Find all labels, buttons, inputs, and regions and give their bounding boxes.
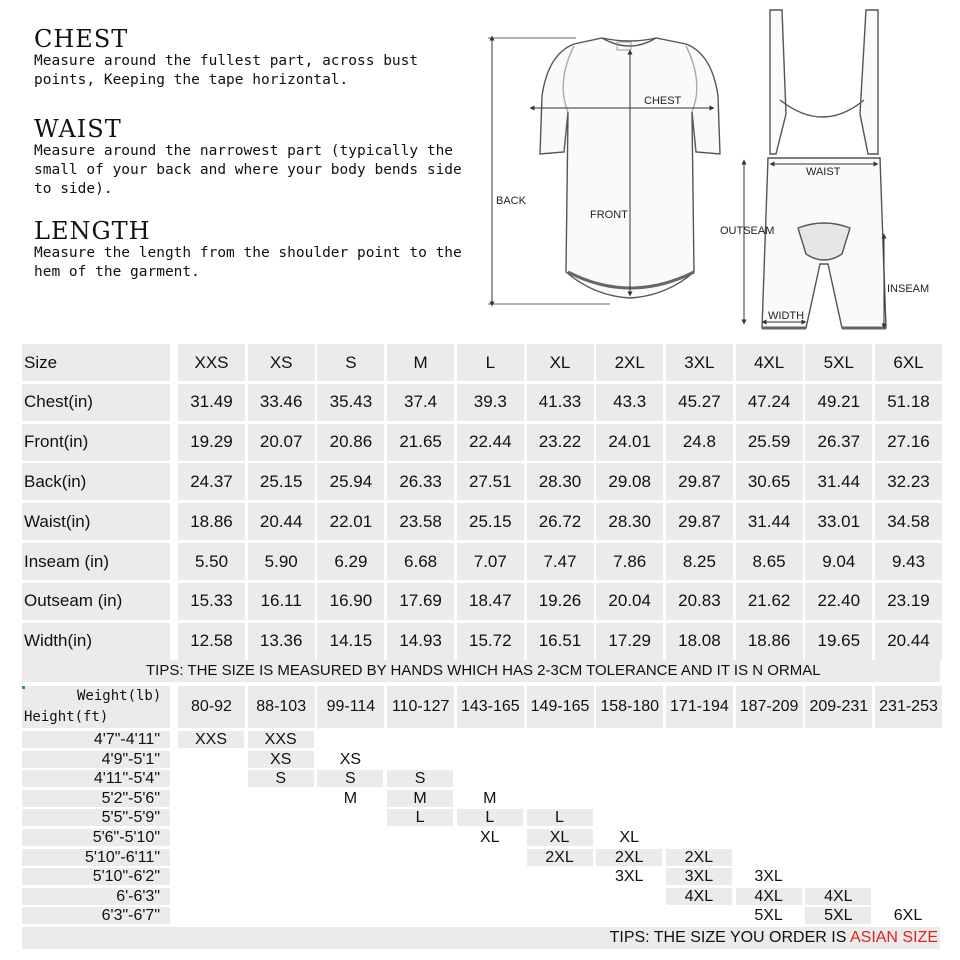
weight-range-cell: 80-92 xyxy=(178,686,245,728)
measurement-value: 19.26 xyxy=(527,583,594,620)
size-header-cell: 5XL xyxy=(805,344,872,381)
measurement-value: 16.51 xyxy=(527,623,594,660)
recommended-size-cell: 5XL xyxy=(754,907,783,925)
measurement-value: 17.29 xyxy=(596,623,663,660)
measurement-label: Back(in) xyxy=(22,463,170,500)
recommended-size-cell: 4XL xyxy=(736,888,802,905)
size-header-cell: XL xyxy=(527,344,594,381)
measurement-value: 24.37 xyxy=(178,463,245,500)
size-header-cell: 6XL xyxy=(875,344,942,381)
measurement-value: 33.01 xyxy=(805,503,872,540)
measurement-value: 43.3 xyxy=(596,384,663,421)
measurement-value: 27.16 xyxy=(875,424,942,461)
height-range-label: 5'10"-6'11" xyxy=(22,849,170,866)
recommended-size-cell: 6XL xyxy=(893,907,923,925)
measurement-label: Outseam (in) xyxy=(22,583,170,620)
recommended-size-cell: 2XL xyxy=(527,849,593,866)
measurement-value: 18.47 xyxy=(457,583,524,620)
length-heading: LENGTH xyxy=(34,217,151,245)
measurement-label: Waist(in) xyxy=(22,503,170,540)
measurement-value: 12.58 xyxy=(178,623,245,660)
measurement-value: 37.4 xyxy=(387,384,454,421)
measurement-value: 18.08 xyxy=(666,623,733,660)
measurement-value: 25.15 xyxy=(457,503,524,540)
measurement-value: 29.87 xyxy=(666,463,733,500)
measurement-value: 32.23 xyxy=(875,463,942,500)
diagram-inseam-label: INSEAM xyxy=(887,283,930,295)
recommended-size-cell: S xyxy=(387,770,453,787)
chest-instruction xyxy=(34,26,474,90)
waist-instruction xyxy=(34,116,474,199)
measurement-value: 25.59 xyxy=(736,424,803,461)
weight-range-cell: 110-127 xyxy=(387,686,454,728)
size-header-cell: S xyxy=(317,344,384,381)
weight-range-cell: 99-114 xyxy=(317,686,384,728)
measurement-value: 47.24 xyxy=(736,384,803,421)
garment-measurement-diagram xyxy=(480,4,960,334)
waist-text: Measure around the narrowest part (typically the small of your back and where your body bends side to side). xyxy=(34,143,462,197)
weight-range-cell: 149-165 xyxy=(527,686,594,728)
measurement-value: 5.90 xyxy=(248,543,315,580)
weight-label: Weight(lb) xyxy=(77,688,162,704)
measurement-value: 6.29 xyxy=(317,543,384,580)
weight-range-cell: 209-231 xyxy=(805,686,872,728)
measurement-value: 28.30 xyxy=(527,463,594,500)
diagram-waist-label: WAIST xyxy=(806,166,841,178)
weight-range-cell: 171-194 xyxy=(666,686,733,728)
measurement-value: 7.47 xyxy=(527,543,594,580)
measurement-label: Width(in) xyxy=(22,623,170,660)
measurement-value: 7.86 xyxy=(596,543,663,580)
measurement-value: 51.18 xyxy=(875,384,942,421)
measurement-value: 20.44 xyxy=(875,623,942,660)
recommended-size-cell: XXS xyxy=(248,731,314,748)
recommended-size-cell: L xyxy=(387,809,453,826)
measurement-value: 20.86 xyxy=(317,424,384,461)
measurement-value: 26.33 xyxy=(387,463,454,500)
measurement-value: 41.33 xyxy=(527,384,594,421)
measurement-value: 24.8 xyxy=(666,424,733,461)
size-header-cell: L xyxy=(457,344,524,381)
measurement-value: 35.43 xyxy=(317,384,384,421)
recommended-size-cell: 2XL xyxy=(666,849,732,866)
measurement-value: 8.25 xyxy=(666,543,733,580)
measurement-value: 33.46 xyxy=(248,384,315,421)
measurement-value: 14.15 xyxy=(317,623,384,660)
measurement-value: 20.04 xyxy=(596,583,663,620)
measurement-value: 31.44 xyxy=(805,463,872,500)
recommended-size-cell: XL xyxy=(619,829,639,846)
measurement-value: 20.07 xyxy=(248,424,315,461)
measurement-value: 17.69 xyxy=(387,583,454,620)
measurement-value: 15.33 xyxy=(178,583,245,620)
chest-text: Measure around the fullest part, across bust points, Keeping the tape horizontal. xyxy=(34,53,419,88)
height-range-label: 5'2"-5'6" xyxy=(22,790,170,807)
diagram-chest-label: CHEST xyxy=(644,95,682,107)
recommended-size-cell: XXS xyxy=(178,731,244,748)
measurement-value: 21.62 xyxy=(736,583,803,620)
measurement-value: 16.90 xyxy=(317,583,384,620)
measurement-value: 18.86 xyxy=(178,503,245,540)
corner-mark xyxy=(22,686,25,689)
size-header-cell: XXS xyxy=(178,344,245,381)
measurement-value: 16.11 xyxy=(248,583,315,620)
recommended-size-cell: 3XL xyxy=(754,868,783,886)
measurement-value: 19.29 xyxy=(178,424,245,461)
measurement-label: Inseam (in) xyxy=(22,543,170,580)
recommended-size-cell: M xyxy=(387,790,453,807)
diagram-width-label: WIDTH xyxy=(768,310,805,322)
measurement-value: 23.19 xyxy=(875,583,942,620)
asian-size-tip-prefix: TIPS: THE SIZE YOU ORDER IS xyxy=(609,929,850,946)
measurement-value: 34.58 xyxy=(875,503,942,540)
diagram-back-label: BACK xyxy=(496,195,526,207)
recommended-size-cell: M xyxy=(343,789,358,807)
measurement-value: 7.07 xyxy=(457,543,524,580)
asian-size-highlight: ASIAN SIZE xyxy=(849,929,938,946)
height-range-label: 6'3"-6'7" xyxy=(22,907,170,924)
measurement-value: 29.08 xyxy=(596,463,663,500)
weight-range-cell: 88-103 xyxy=(248,686,315,728)
size-header-cell: M xyxy=(387,344,454,381)
measurement-value: 30.65 xyxy=(736,463,803,500)
size-header-cell: 3XL xyxy=(666,344,733,381)
measurement-value: 29.87 xyxy=(666,503,733,540)
measurement-value: 26.72 xyxy=(527,503,594,540)
recommended-size-cell: S xyxy=(317,770,383,787)
measurement-value: 39.3 xyxy=(457,384,524,421)
waist-heading: WAIST xyxy=(34,115,122,143)
recommended-size-cell: 2XL xyxy=(596,849,662,866)
recommended-size-cell: 3XL xyxy=(666,868,732,885)
recommended-size-cell: 4XL xyxy=(666,888,732,905)
size-header-cell: 4XL xyxy=(736,344,803,381)
recommended-size-cell: L xyxy=(527,809,593,826)
height-range-label: 6'-6'3" xyxy=(22,888,170,905)
measurement-value: 14.93 xyxy=(387,623,454,660)
height-range-label: 5'6"-5'10" xyxy=(22,829,170,846)
height-range-label: 4'11"-5'4" xyxy=(22,770,170,787)
measurement-value: 9.43 xyxy=(875,543,942,580)
recommended-size-cell: 3XL xyxy=(614,868,644,886)
measurement-value: 23.22 xyxy=(527,424,594,461)
recommended-size-cell: XS xyxy=(248,751,314,768)
recommended-size-cell: 5XL xyxy=(805,907,871,924)
measurement-value: 9.04 xyxy=(805,543,872,580)
recommended-size-cell: L xyxy=(457,809,523,826)
measurement-value: 5.50 xyxy=(178,543,245,580)
measurement-value: 22.01 xyxy=(317,503,384,540)
diagram-outseam-label: OUTSEAM xyxy=(720,225,775,237)
measurement-value: 28.30 xyxy=(596,503,663,540)
diagram-front-label: FRONT xyxy=(590,209,628,221)
recommended-size-cell: XL xyxy=(480,829,500,846)
recommended-size-cell: XL xyxy=(527,829,593,846)
length-instruction xyxy=(34,218,474,282)
size-header-cell: 2XL xyxy=(596,344,663,381)
measurement-value: 26.37 xyxy=(805,424,872,461)
measurement-value: 21.65 xyxy=(387,424,454,461)
weight-range-cell: 231-253 xyxy=(875,686,942,728)
recommended-size-cell: 4XL xyxy=(805,888,871,905)
measurement-value: 20.44 xyxy=(248,503,315,540)
measurement-value: 13.36 xyxy=(248,623,315,660)
measurement-value: 27.51 xyxy=(457,463,524,500)
tolerance-tip: TIPS: THE SIZE IS MEASURED BY HANDS WHICH HAS 2-3CM TOLERANCE AND IT IS N ORMAL xyxy=(22,660,940,682)
length-text: Measure the length from the shoulder point to the hem of the garment. xyxy=(34,245,462,280)
height-range-label: 5'5"-5'9" xyxy=(22,809,170,826)
chest-heading: CHEST xyxy=(34,25,129,53)
measurement-value: 45.27 xyxy=(666,384,733,421)
measurement-value: 23.58 xyxy=(387,503,454,540)
measurement-value: 19.65 xyxy=(805,623,872,660)
weight-height-header xyxy=(22,686,170,728)
measurement-value: 20.83 xyxy=(666,583,733,620)
size-header-cell: XS xyxy=(248,344,315,381)
size-header-label: Size xyxy=(22,344,170,381)
measurement-value: 15.72 xyxy=(457,623,524,660)
recommended-size-cell: XS xyxy=(339,750,362,768)
measurement-label: Front(in) xyxy=(22,424,170,461)
weight-range-cell: 143-165 xyxy=(457,686,524,728)
weight-range-cell: 158-180 xyxy=(596,686,663,728)
measurement-value: 25.94 xyxy=(317,463,384,500)
recommended-size-cell: S xyxy=(248,770,314,787)
height-range-label: 4'9"-5'1" xyxy=(22,751,170,768)
height-range-label: 5'10"-6'2" xyxy=(22,868,170,885)
recommended-size-cell: M xyxy=(483,789,497,807)
weight-range-cell: 187-209 xyxy=(736,686,803,728)
measurement-value: 22.44 xyxy=(457,424,524,461)
measurement-value: 49.21 xyxy=(805,384,872,421)
measurement-value: 31.44 xyxy=(736,503,803,540)
measurement-value: 8.65 xyxy=(736,543,803,580)
measurement-label: Chest(in) xyxy=(22,384,170,421)
measurement-value: 25.15 xyxy=(248,463,315,500)
measurement-value: 22.40 xyxy=(805,583,872,620)
measurement-value: 18.86 xyxy=(736,623,803,660)
measurement-value: 24.01 xyxy=(596,424,663,461)
measurement-value: 6.68 xyxy=(387,543,454,580)
measurement-value: 31.49 xyxy=(178,384,245,421)
height-range-label: 4'7"-4'11" xyxy=(22,731,170,748)
height-label: Height(ft) xyxy=(24,709,109,725)
asian-size-tip xyxy=(22,927,940,949)
